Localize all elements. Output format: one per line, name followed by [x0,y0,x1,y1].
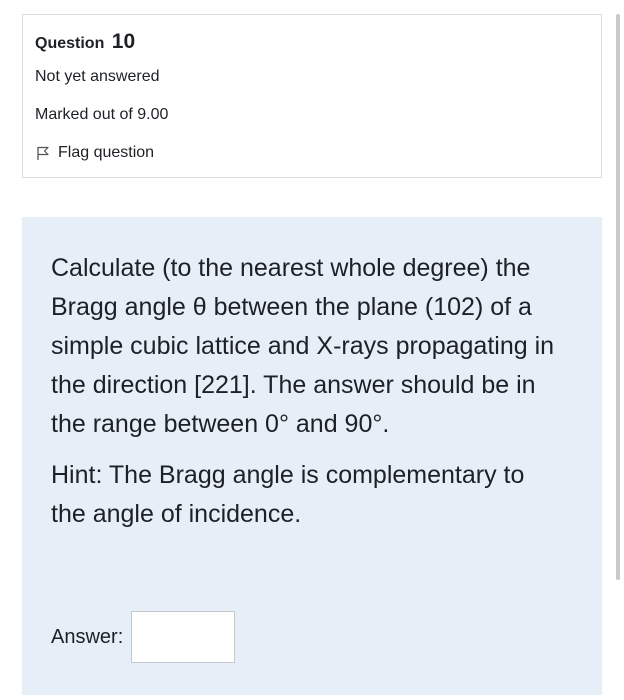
flag-question-link[interactable] [35,143,589,163]
question-text: Calculate (to the nearest whole degree) the Bragg angle θ between the plane (102) of a simple cubic lattice and X-rays propagating in the direction [221]. The answer should be in the range between 0° and 90°. [51,254,555,438]
answer-label: Answer: [51,625,124,648]
flag-question-label: Flag question [58,144,155,161]
answer-row [51,611,235,663]
question-heading [35,29,589,57]
question-info-panel [22,14,602,178]
question-label: Question [35,35,105,52]
question-grade: Marked out of 9.00 [35,106,169,123]
question-number: 10 [111,30,136,53]
scrollbar[interactable] [616,14,620,580]
flag-icon [35,145,51,161]
hint-text: Hint: The Bragg angle is complementary to the angle of incidence. [51,461,525,528]
question-state: Not yet answered [35,68,160,85]
answer-input[interactable] [131,611,235,663]
question-content [22,217,602,695]
